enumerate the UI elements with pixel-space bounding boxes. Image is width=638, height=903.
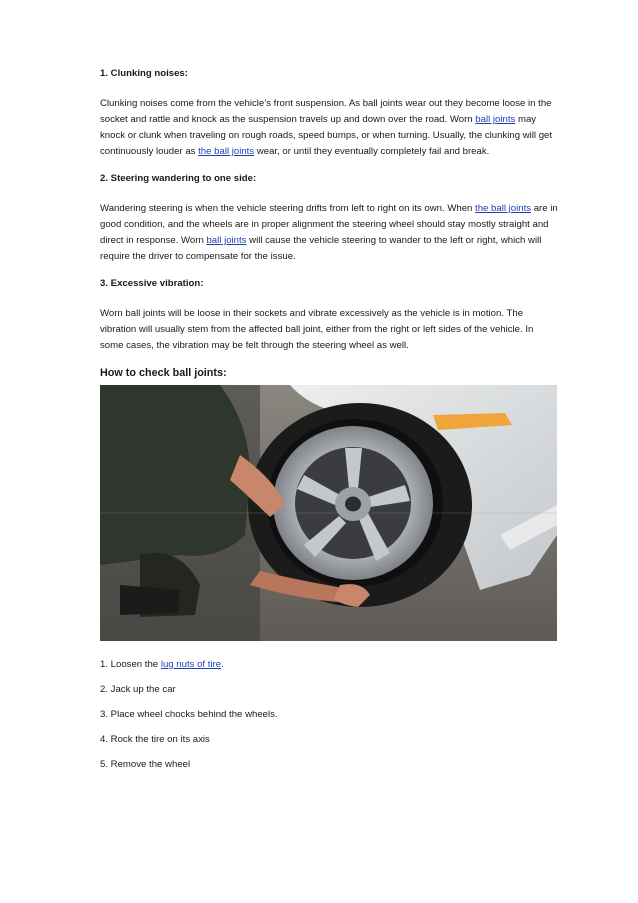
paragraph [100, 96, 558, 160]
ball-joints-link[interactable]: ball joints [206, 235, 247, 246]
step-item: 5. Remove the wheel [100, 759, 191, 770]
paragraph-text: wear, or until they eventually completely fail and break. [254, 146, 490, 157]
step-item: 4. Rock the tire on its axis [100, 734, 210, 745]
wheel-photo-illustration [100, 385, 557, 641]
paragraph [100, 201, 558, 265]
paragraph-text: Wandering steering is when the vehicle steering drifts from left to right on its own. When [100, 203, 476, 214]
section-heading: 3. Excessive vibration: [100, 278, 204, 289]
the-ball-joints-link[interactable]: the ball joints [198, 146, 255, 157]
step-item [100, 657, 558, 673]
paragraph: Worn ball joints will be loose in their sockets and vibrate excessively as the vehicle is in motion. The vibration will usually stem from the affected ball joint, either from the right or left sides of the vehicle. In some cases, the vibration may be felt through the steering wheel as well. [100, 308, 534, 351]
section-heading: 2. Steering wandering to one side: [100, 173, 257, 184]
the-ball-joints-link[interactable]: the ball joints [475, 203, 532, 214]
step-item: 3. Place wheel chocks behind the wheels. [100, 709, 278, 720]
paragraph-text: are in good condition, and the wheels are in proper alignment the steering wheel should stay mostly straight and direct in response. Worn [100, 203, 558, 246]
ball-joints-link[interactable]: ball joints [475, 114, 516, 125]
wheel-photo [100, 385, 557, 641]
lug-nuts-of-tire-link[interactable]: lug nuts of tire [160, 659, 222, 670]
paragraph-text: will cause the vehicle steering to wander to the left or right, which will require the driver to compensate for the issue. [100, 235, 542, 262]
step-item: 2. Jack up the car [100, 684, 176, 695]
step-text-suffix: . [221, 659, 224, 670]
section-heading: 1. Clunking noises: [100, 68, 188, 79]
step-text: 1. Loosen the [100, 659, 161, 670]
paragraph-text: Clunking noises come from the vehicle’s front suspension. As ball joints wear out they become loose in the socket and rattle and knock as the suspension travels up and down over the road. Worn [100, 98, 552, 125]
document-content [100, 66, 558, 782]
paragraph-text: may knock or clunk when traveling on rough roads, speed bumps, or when turning. Usually, the clunking will get continuously louder as [100, 114, 553, 157]
how-to-heading: How to check ball joints: [100, 367, 227, 379]
